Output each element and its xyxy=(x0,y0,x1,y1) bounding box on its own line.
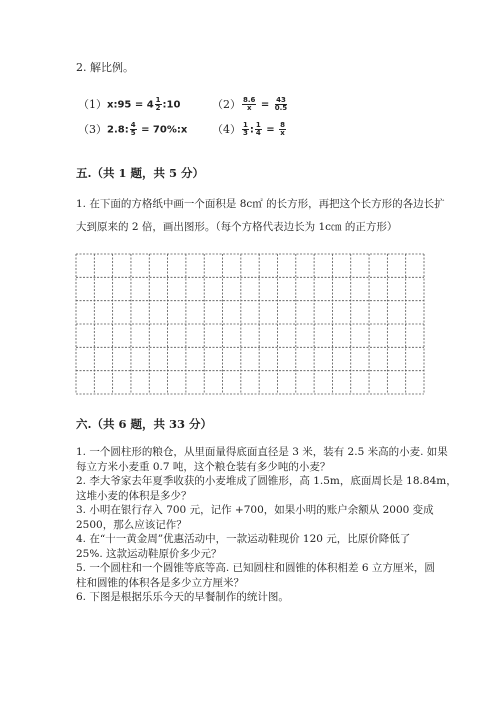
problem-line: 25%. 这款运动鞋原价多少元？ xyxy=(76,547,222,560)
math-text: = 70%:x xyxy=(137,124,188,136)
section5-question-line2: 大到原来的 2 倍，画出图形。（每个方格代表边长为 1c㎝ 的正方形） xyxy=(76,221,398,233)
fraction-numerator: 4 xyxy=(130,121,136,129)
math-text: x:95 = 4 xyxy=(107,99,154,111)
fraction xyxy=(255,122,262,137)
grid-lines xyxy=(76,254,424,394)
fraction xyxy=(242,122,249,137)
problem-line: 这堆小麦的体积是多少？ xyxy=(76,489,192,502)
ratio-problem-4 xyxy=(212,122,287,138)
ratio-expression xyxy=(241,97,289,113)
problem-line: 6. 下图是根据乐乐今天的早餐制作的统计图。 xyxy=(76,591,289,603)
section5-question-line1: 1. 在下面的方格纸中画一个面积是 8c㎡ 的长方形，再把这个长方形的各边长扩 xyxy=(76,198,445,210)
math-text: = xyxy=(257,99,273,111)
problem-line: 3. 小明在银行存入 700 元，记作 +700，如果小明的账户余额从 2000 变成 xyxy=(76,504,434,516)
grid-paper xyxy=(75,253,425,395)
problem-line: 柱和圆锥的体积各是多少立方厘米？ xyxy=(76,576,244,589)
problem-line: 4. 在“十一黄金周”优惠活动中，一款运动鞋现价 120 元，比原价降低了 xyxy=(76,533,411,545)
fraction-denominator: x xyxy=(280,129,285,137)
ratio-expression xyxy=(107,97,180,113)
fraction xyxy=(155,97,162,112)
fraction-numerator: 1 xyxy=(155,96,161,104)
fraction xyxy=(279,122,286,137)
math-text: 2.8: xyxy=(107,124,129,136)
section6-problems xyxy=(76,445,457,605)
section5-heading: 五.（共 1 题，共 5 分） xyxy=(76,166,205,180)
fraction-numerator: 8.6 xyxy=(243,96,256,104)
problem-label: （2） xyxy=(212,98,241,112)
problem-label: （4） xyxy=(212,123,241,137)
fraction-numerator: 43 xyxy=(276,96,286,104)
fraction xyxy=(242,97,256,112)
fraction-numerator: 1 xyxy=(255,121,261,129)
fraction-numerator: 1 xyxy=(243,121,248,129)
fraction-numerator: 8 xyxy=(280,121,285,129)
problem-line: 2500，那么应该记作？ xyxy=(76,518,187,531)
fraction-denominator: 2 xyxy=(155,104,161,112)
ratio-problem-1 xyxy=(78,97,180,113)
ratio-expression xyxy=(241,122,287,138)
ratio-section-title: 2. 解比例。 xyxy=(76,61,134,74)
fraction xyxy=(274,97,288,112)
fraction-denominator: x xyxy=(246,104,252,112)
fraction xyxy=(130,122,137,137)
problem-label: （1） xyxy=(78,98,107,112)
math-text: :10 xyxy=(162,99,181,111)
fraction-denominator: 5 xyxy=(130,129,136,137)
fraction-denominator: 0.5 xyxy=(274,104,288,112)
ratio-expression xyxy=(107,122,187,138)
fraction-denominator: 3 xyxy=(243,129,248,137)
section6-heading: 六.（共 6 题，共 33 分） xyxy=(76,417,213,431)
problem-label: （3） xyxy=(78,123,107,137)
problem-line: 1. 一个圆柱形的粮仓，从里面量得底面直径是 3 米，装有 2.5 米高的小麦. 如果 xyxy=(76,446,448,458)
problem-line: 每立方米小麦重 0.7 吨，这个粮仓装有多少吨的小麦？ xyxy=(76,460,331,473)
ratio-problem-2 xyxy=(212,97,289,113)
math-text: = xyxy=(262,124,279,136)
problem-line: 5. 一个圆柱和一个圆锥等底等高. 已知圆柱和圆锥的体积相差 6 立方厘米，圆 xyxy=(76,562,435,574)
problem-line: 2. 李大爷家去年夏季收获的小麦堆成了圆锥形，高 1.5m，底面周长是 18.84m， xyxy=(76,475,457,487)
fraction-denominator: 4 xyxy=(255,129,261,137)
ratio-problem-3 xyxy=(78,122,187,138)
math-text: : xyxy=(249,124,254,136)
